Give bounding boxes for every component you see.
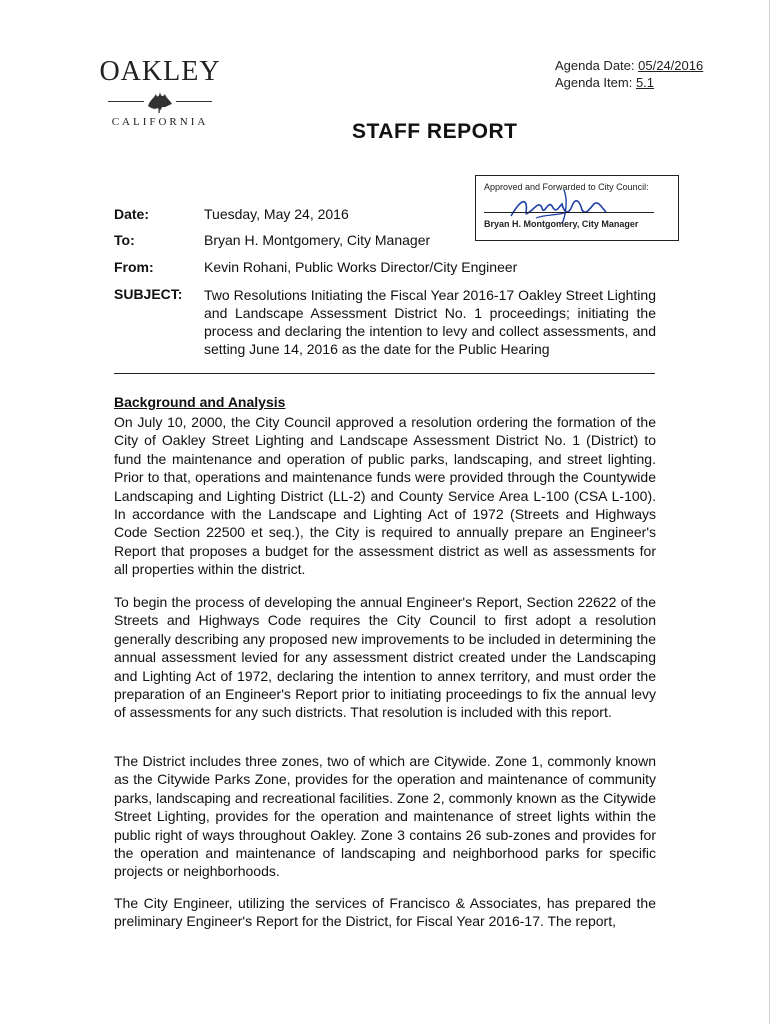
agenda-date-label: Agenda Date: — [555, 58, 635, 73]
date-label: Date: — [114, 206, 150, 222]
logo-name: OAKLEY — [99, 56, 221, 87]
approval-name: Bryan H. Montgomery, City Manager — [484, 219, 639, 229]
to-value: Bryan H. Montgomery, City Manager — [204, 232, 431, 248]
approval-label: Approved and Forwarded to City Council: — [484, 182, 649, 192]
oak-leaf-icon — [92, 88, 228, 114]
city-logo — [92, 56, 232, 128]
body-paragraph: To begin the process of developing the annual Engineer's Report, Section 22622 of the Streets and Highways Code requires the City Council to first adopt a resolution generally describing any proposed new improvements to be included in determining the annual assessment levied for any assessment district created under the Landscaping and Lighting Act of 1972, declaring the intention to annex territory, and must order the preparation of an Engineer's Report prior to initiating proceedings to fix the annual levy of assessments for any such districts. That resolution is included with this report. — [114, 594, 656, 721]
agenda-date-row — [555, 57, 703, 74]
report-title: STAFF REPORT — [352, 120, 518, 143]
to-label: To: — [114, 232, 135, 248]
from-value: Kevin Rohani, Public Works Director/City Engineer — [204, 259, 518, 275]
body-paragraph: The City Engineer, utilizing the services of Francisco & Associates, has prepared the preliminary Engineer's Report for the District, for Fiscal Year 2016-17. The report, — [114, 895, 656, 930]
date-value: Tuesday, May 24, 2016 — [204, 206, 349, 222]
logo-state: CALIFORNIA — [111, 116, 209, 128]
agenda-info — [555, 57, 703, 91]
agenda-date-value: 05/24/2016 — [638, 58, 704, 73]
body-paragraph: The District includes three zones, two of which are Citywide. Zone 1, commonly known as the Citywide Parks Zone, provides for the operation and maintenance of community parks, landscaping and recreational facilities. Zone 2, commonly known as the Citywide Street Lighting, provides for the operation and maintenance of street lights within the public right of ways throughout Oakley. Zone 3 contains 26 sub-zones and provides for the operation and maintenance of landscaping and neighborhood parks for specific projects or neighborhoods. — [114, 753, 656, 880]
body-paragraph: On July 10, 2000, the City Council approved a resolution ordering the formation of the City of Oakley Street Lighting and Landscape Assessment District No. 1 (District) to fund the maintenance and operation of public parks, landscaping, and street lighting. Prior to that, operations and maintenance funds were provided through the Countywide Landscaping and Lighting District (LL-2) and County Service Area L-100 (CSA L-100). In accordance with the Landscape and Lighting Act of 1972 (Streets and Highways Code Section 22500 et seq.), the City is required to annually prepare an Engineer's Report that proposes a budget for the assessment district as well as assessments for all properties within the district. — [114, 414, 656, 578]
subject-divider — [114, 373, 655, 374]
agenda-item-label: Agenda Item: — [555, 75, 633, 90]
subject-label: SUBJECT: — [114, 286, 183, 302]
agenda-item-row — [555, 74, 703, 91]
signature-line — [484, 212, 654, 213]
subject-value: Two Resolutions Initiating the Fiscal Year 2016-17 Oakley Street Lighting and Landscape Assessment District No. 1 proceedings; initiating the process and declaring the intention to levy and collect assessments, and setting June 14, 2016 as the date for the Public Hearing — [204, 287, 656, 357]
approval-box — [475, 175, 679, 241]
section-heading: Background and Analysis — [114, 394, 286, 410]
from-label: From: — [114, 259, 154, 275]
agenda-item-value: 5.1 — [635, 75, 655, 90]
